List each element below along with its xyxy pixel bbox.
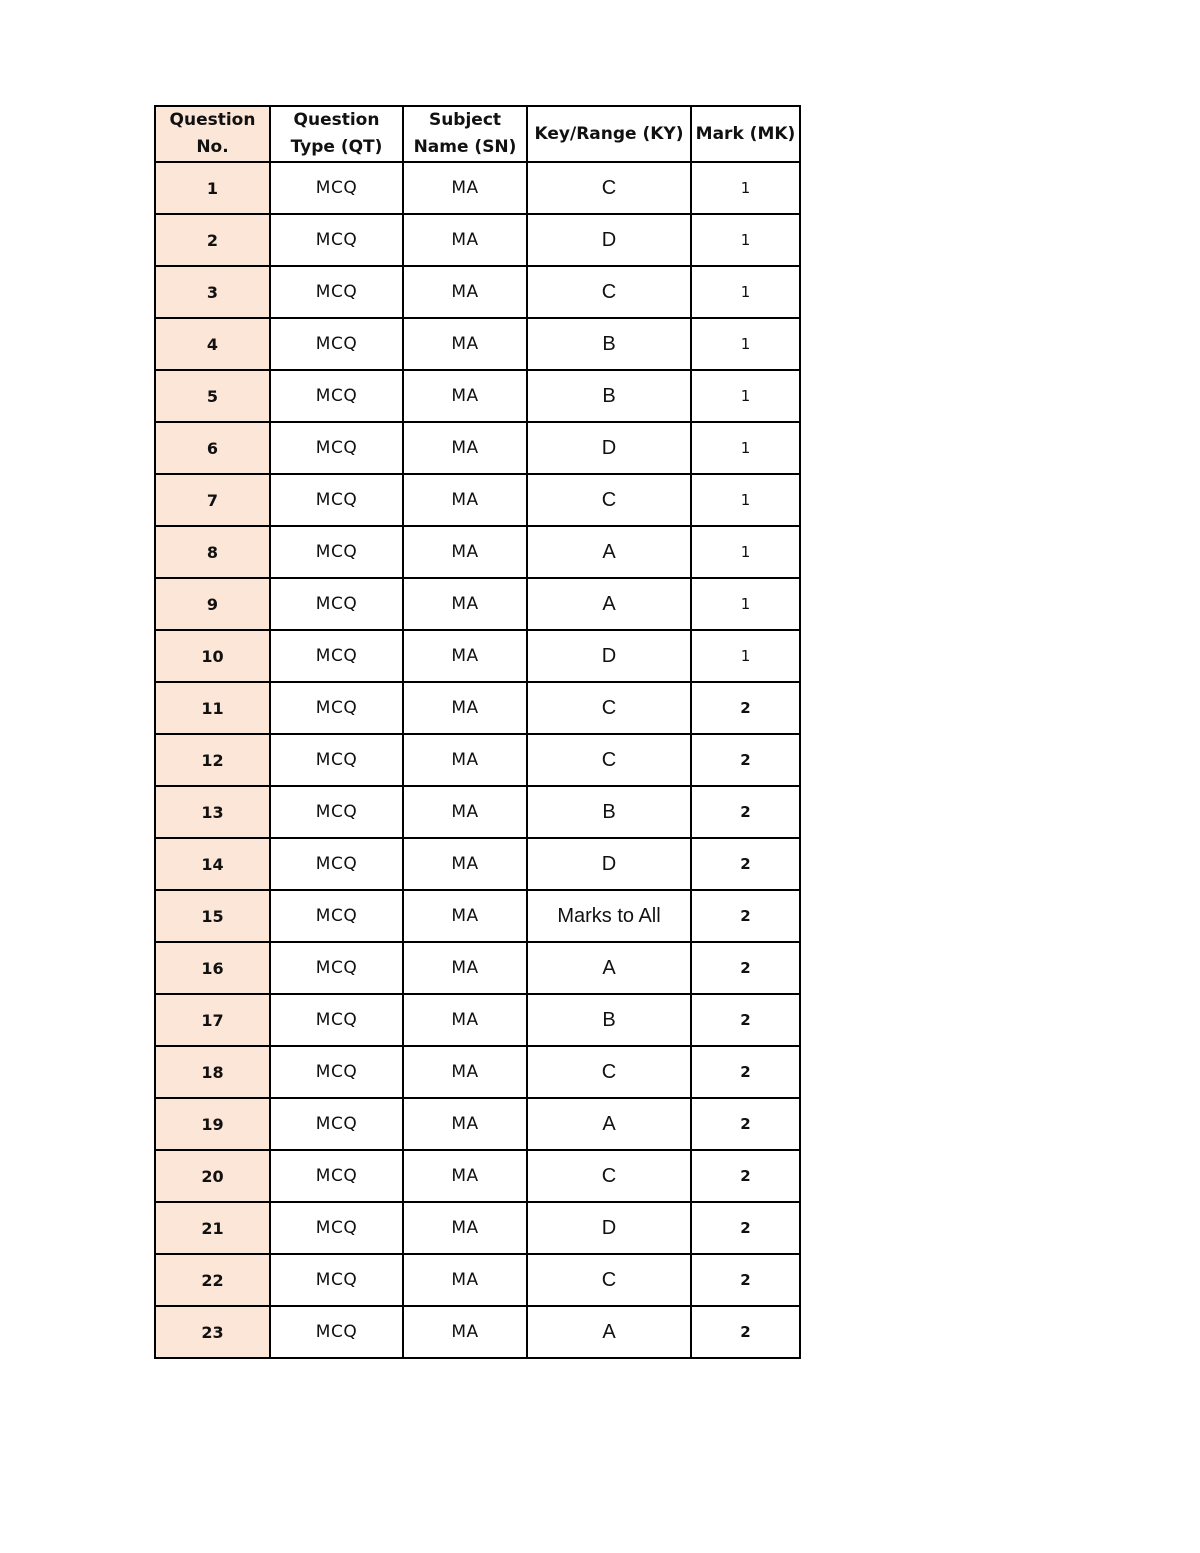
mark-cell: 1 bbox=[691, 214, 800, 266]
key-range-cell: D bbox=[527, 422, 691, 474]
mark-cell: 1 bbox=[691, 474, 800, 526]
subject-name-cell: MA bbox=[403, 1202, 527, 1254]
question-type-cell: MCQ bbox=[270, 1046, 403, 1098]
subject-name-cell: MA bbox=[403, 578, 527, 630]
mark-cell: 2 bbox=[691, 1098, 800, 1150]
subject-name-cell: MA bbox=[403, 318, 527, 370]
subject-name-cell: MA bbox=[403, 214, 527, 266]
question-no-cell: 14 bbox=[155, 838, 270, 890]
answer-key-table bbox=[154, 105, 801, 1359]
table-row bbox=[155, 1098, 800, 1150]
key-range-cell: D bbox=[527, 630, 691, 682]
question-type-cell: MCQ bbox=[270, 162, 403, 214]
mark-cell: 2 bbox=[691, 1202, 800, 1254]
mark-cell: 1 bbox=[691, 162, 800, 214]
header-row bbox=[155, 106, 800, 162]
question-type-cell: MCQ bbox=[270, 266, 403, 318]
question-no-cell: 15 bbox=[155, 890, 270, 942]
header-subject-name: Subject Name (SN) bbox=[403, 106, 527, 162]
question-no-cell: 11 bbox=[155, 682, 270, 734]
table-header bbox=[155, 106, 800, 162]
question-no-cell: 13 bbox=[155, 786, 270, 838]
key-range-cell: D bbox=[527, 1202, 691, 1254]
question-type-cell: MCQ bbox=[270, 474, 403, 526]
question-no-cell: 9 bbox=[155, 578, 270, 630]
key-range-cell: A bbox=[527, 578, 691, 630]
header-question-type: Question Type (QT) bbox=[270, 106, 403, 162]
question-no-cell: 18 bbox=[155, 1046, 270, 1098]
mark-cell: 2 bbox=[691, 786, 800, 838]
subject-name-cell: MA bbox=[403, 890, 527, 942]
mark-cell: 2 bbox=[691, 1150, 800, 1202]
mark-cell: 2 bbox=[691, 838, 800, 890]
question-type-cell: MCQ bbox=[270, 1202, 403, 1254]
subject-name-cell: MA bbox=[403, 370, 527, 422]
table-row bbox=[155, 266, 800, 318]
question-type-cell: MCQ bbox=[270, 994, 403, 1046]
key-range-cell: B bbox=[527, 370, 691, 422]
mark-cell: 2 bbox=[691, 942, 800, 994]
mark-cell: 1 bbox=[691, 266, 800, 318]
table-row bbox=[155, 318, 800, 370]
key-range-cell: B bbox=[527, 994, 691, 1046]
subject-name-cell: MA bbox=[403, 474, 527, 526]
mark-cell: 2 bbox=[691, 890, 800, 942]
mark-cell: 1 bbox=[691, 630, 800, 682]
subject-name-cell: MA bbox=[403, 162, 527, 214]
subject-name-cell: MA bbox=[403, 422, 527, 474]
question-type-cell: MCQ bbox=[270, 682, 403, 734]
table-row bbox=[155, 1306, 800, 1358]
key-range-cell: C bbox=[527, 474, 691, 526]
key-range-cell: Marks to All bbox=[527, 890, 691, 942]
mark-cell: 2 bbox=[691, 682, 800, 734]
question-type-cell: MCQ bbox=[270, 1306, 403, 1358]
table-row bbox=[155, 214, 800, 266]
table-row bbox=[155, 422, 800, 474]
table-row bbox=[155, 474, 800, 526]
question-type-cell: MCQ bbox=[270, 786, 403, 838]
mark-cell: 2 bbox=[691, 1254, 800, 1306]
key-range-cell: C bbox=[527, 682, 691, 734]
question-type-cell: MCQ bbox=[270, 318, 403, 370]
mark-cell: 1 bbox=[691, 370, 800, 422]
mark-cell: 2 bbox=[691, 1046, 800, 1098]
key-range-cell: C bbox=[527, 1150, 691, 1202]
question-type-cell: MCQ bbox=[270, 526, 403, 578]
subject-name-cell: MA bbox=[403, 1098, 527, 1150]
mark-cell: 1 bbox=[691, 578, 800, 630]
question-no-cell: 5 bbox=[155, 370, 270, 422]
table-row bbox=[155, 890, 800, 942]
subject-name-cell: MA bbox=[403, 786, 527, 838]
table-row bbox=[155, 734, 800, 786]
key-range-cell: B bbox=[527, 786, 691, 838]
subject-name-cell: MA bbox=[403, 734, 527, 786]
subject-name-cell: MA bbox=[403, 1254, 527, 1306]
question-no-cell: 16 bbox=[155, 942, 270, 994]
table-row bbox=[155, 370, 800, 422]
mark-cell: 2 bbox=[691, 994, 800, 1046]
subject-name-cell: MA bbox=[403, 266, 527, 318]
key-range-cell: B bbox=[527, 318, 691, 370]
key-range-cell: C bbox=[527, 266, 691, 318]
table-row bbox=[155, 682, 800, 734]
question-no-cell: 7 bbox=[155, 474, 270, 526]
subject-name-cell: MA bbox=[403, 838, 527, 890]
question-no-cell: 8 bbox=[155, 526, 270, 578]
question-no-cell: 6 bbox=[155, 422, 270, 474]
question-type-cell: MCQ bbox=[270, 630, 403, 682]
mark-cell: 1 bbox=[691, 422, 800, 474]
subject-name-cell: MA bbox=[403, 682, 527, 734]
question-type-cell: MCQ bbox=[270, 890, 403, 942]
table-row bbox=[155, 526, 800, 578]
table-row bbox=[155, 942, 800, 994]
header-question-no: Question No. bbox=[155, 106, 270, 162]
key-range-cell: A bbox=[527, 942, 691, 994]
subject-name-cell: MA bbox=[403, 526, 527, 578]
subject-name-cell: MA bbox=[403, 1046, 527, 1098]
mark-cell: 2 bbox=[691, 734, 800, 786]
question-type-cell: MCQ bbox=[270, 734, 403, 786]
question-type-cell: MCQ bbox=[270, 578, 403, 630]
subject-name-cell: MA bbox=[403, 1306, 527, 1358]
table-row bbox=[155, 578, 800, 630]
table-body bbox=[155, 162, 800, 1358]
header-key-range: Key/Range (KY) bbox=[527, 106, 691, 162]
question-no-cell: 19 bbox=[155, 1098, 270, 1150]
question-type-cell: MCQ bbox=[270, 214, 403, 266]
question-type-cell: MCQ bbox=[270, 422, 403, 474]
question-type-cell: MCQ bbox=[270, 942, 403, 994]
question-no-cell: 21 bbox=[155, 1202, 270, 1254]
key-range-cell: C bbox=[527, 1254, 691, 1306]
question-no-cell: 20 bbox=[155, 1150, 270, 1202]
table-row bbox=[155, 838, 800, 890]
table-row bbox=[155, 162, 800, 214]
question-type-cell: MCQ bbox=[270, 370, 403, 422]
question-no-cell: 1 bbox=[155, 162, 270, 214]
key-range-cell: C bbox=[527, 734, 691, 786]
question-no-cell: 2 bbox=[155, 214, 270, 266]
mark-cell: 1 bbox=[691, 526, 800, 578]
subject-name-cell: MA bbox=[403, 942, 527, 994]
key-range-cell: A bbox=[527, 1306, 691, 1358]
question-no-cell: 23 bbox=[155, 1306, 270, 1358]
table-row bbox=[155, 1046, 800, 1098]
mark-cell: 1 bbox=[691, 318, 800, 370]
table-row bbox=[155, 630, 800, 682]
question-no-cell: 17 bbox=[155, 994, 270, 1046]
question-no-cell: 10 bbox=[155, 630, 270, 682]
question-no-cell: 4 bbox=[155, 318, 270, 370]
table-row bbox=[155, 786, 800, 838]
question-type-cell: MCQ bbox=[270, 838, 403, 890]
table-row bbox=[155, 1202, 800, 1254]
question-no-cell: 3 bbox=[155, 266, 270, 318]
key-range-cell: A bbox=[527, 1098, 691, 1150]
key-range-cell: D bbox=[527, 838, 691, 890]
table-row bbox=[155, 994, 800, 1046]
mark-cell: 2 bbox=[691, 1306, 800, 1358]
question-no-cell: 12 bbox=[155, 734, 270, 786]
question-type-cell: MCQ bbox=[270, 1150, 403, 1202]
key-range-cell: C bbox=[527, 1046, 691, 1098]
table-row bbox=[155, 1150, 800, 1202]
subject-name-cell: MA bbox=[403, 1150, 527, 1202]
table-row bbox=[155, 1254, 800, 1306]
key-range-cell: A bbox=[527, 526, 691, 578]
question-type-cell: MCQ bbox=[270, 1098, 403, 1150]
question-no-cell: 22 bbox=[155, 1254, 270, 1306]
question-type-cell: MCQ bbox=[270, 1254, 403, 1306]
subject-name-cell: MA bbox=[403, 994, 527, 1046]
header-mark: Mark (MK) bbox=[691, 106, 800, 162]
key-range-cell: D bbox=[527, 214, 691, 266]
subject-name-cell: MA bbox=[403, 630, 527, 682]
key-range-cell: C bbox=[527, 162, 691, 214]
